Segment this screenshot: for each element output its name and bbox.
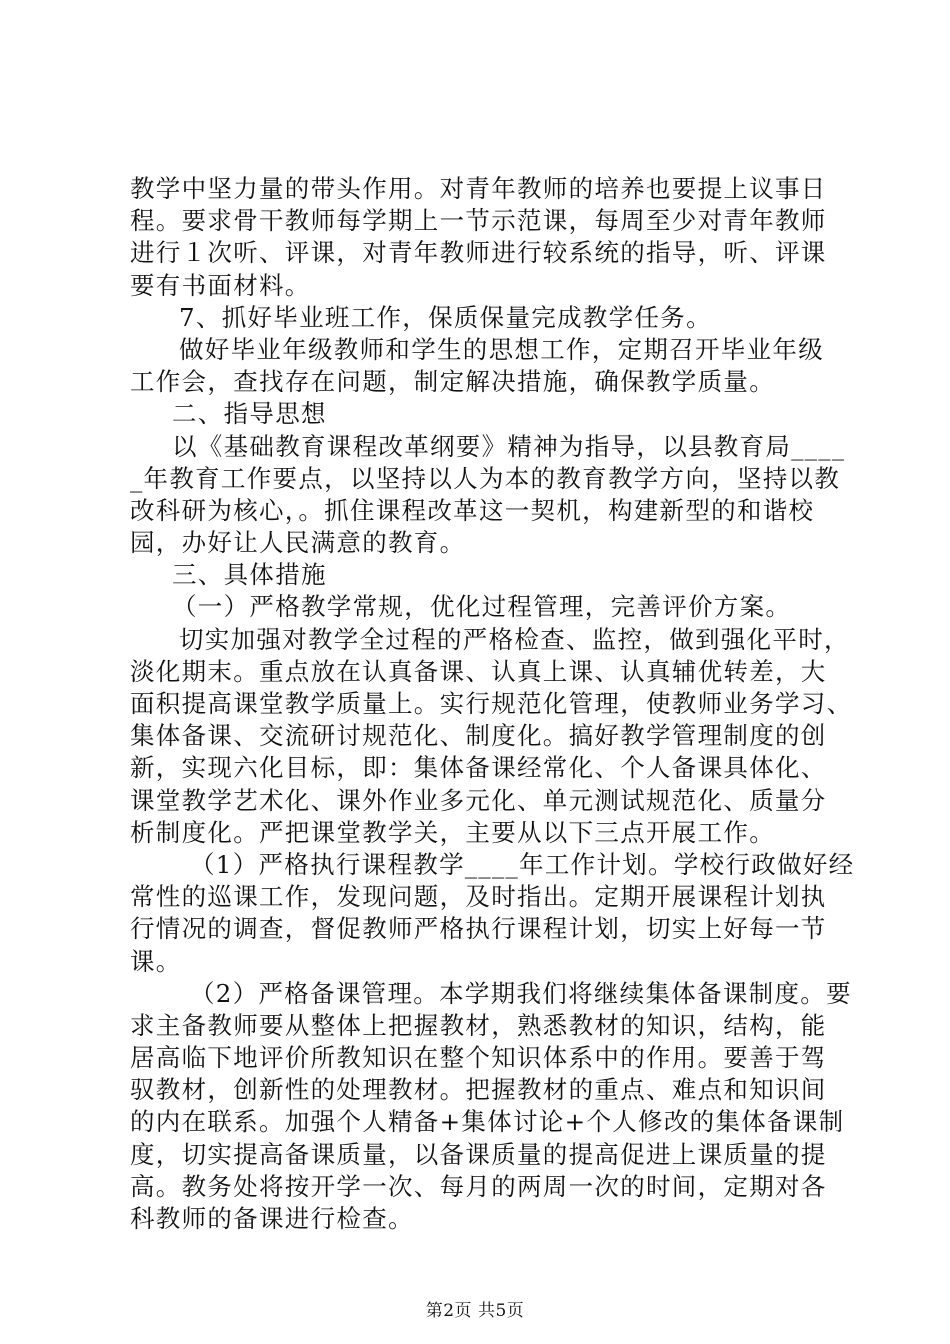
text-line: 驭教材，创新性的处理教材。把握教材的重点、难点和知识间 [130,1075,827,1105]
text-line: 求主备教师要从整体上把握教材，熟悉教材的知识，结构，能 [130,1010,827,1040]
text-line: 集体备课、交流研讨规范化、制度化。搞好教学管理制度的创 [130,721,827,751]
body-text [130,173,855,1235]
text-line: 课。 [130,946,182,976]
text-line: 课堂教学艺术化、课外作业多元化、单元测试规范化、质量分 [130,785,827,815]
text-line: _年教育工作要点，以坚持以人为本的教育教学方向，坚持以教 [130,463,841,493]
text-line: 切实加强对教学全过程的严格检查、监控，做到强化平时， [179,624,850,654]
text-line: 的内在联系。加强个人精备+集体讨论+个人修改的集体备课制 [130,1107,845,1137]
text-line: （1）严格执行课程教学____年工作计划。学校行政做好经 [190,849,855,879]
text-line: 程。要求骨干教师每学期上一节示范课，每周至少对青年教师 [130,206,827,236]
section-heading-7: 7、抓好毕业班工作，保质保量完成教学任务。 [179,302,712,332]
text-line: 要有书面材料。 [130,270,311,300]
text-line: 居高临下地评价所教知识在整个知识体系中的作用。要善于驾 [130,1043,827,1073]
text-line: （2）严格备课管理。本学期我们将继续集体备课制度。要 [190,978,852,1008]
subsection-heading-1: （一）严格教学常规，优化过程管理，完善评价方案。 [172,592,792,622]
text-line: 教学中坚力量的带头作用。对青年教师的培养也要提上议事日 [130,174,827,203]
section-heading-guiding-thought: 二、指导思想 [172,399,327,429]
text-line: 园，办好让人民满意的教育。 [130,528,466,558]
text-line: 析制度化。严把课堂教学关，主要从以下三点开展工作。 [130,817,775,847]
text-line: 科教师的备课进行检查。 [130,1204,414,1233]
text-line: 工作会，查找存在问题，制定解决措施，确保教学质量。 [130,367,775,397]
text-line: 行情况的调查，督促教师严格执行课程计划，切实上好每一节 [130,914,827,944]
section-heading-measures: 三、具体措施 [172,560,327,590]
text-line: 淡化期末。重点放在认真备课、认真上课、认真辅优转差，大 [130,656,827,686]
text-line: 常性的巡课工作，发现问题，及时指出。定期开展课程计划执 [130,882,827,912]
text-line: 度，切实提高备课质量，以备课质量的提高促进上课质量的提 [130,1139,827,1169]
text-line: 面积提高课堂教学质量上。实行规范化管理，使教师业务学习、 [130,689,853,718]
text-line: 进行１次听、评课，对青年教师进行较系统的指导，听、评课 [130,238,827,268]
text-line: 做好毕业年级教师和学生的思想工作，定期召开毕业年级 [179,334,824,364]
text-line: 新，实现六化目标，即：集体备课经常化、个人备课具体化、 [130,753,827,783]
text-line: 改科研为核心，。抓住课程改革这一契机，构建新型的和谐校 [130,495,815,525]
text-line: 高。教务处将按开学一次、每月的两周一次的时间，定期对各 [130,1171,827,1201]
page-footer: 第2页 共5页 [425,1301,525,1321]
text-line: 以《基础教育课程改革纲要》精神为指导，以县教育局____ [172,431,846,461]
